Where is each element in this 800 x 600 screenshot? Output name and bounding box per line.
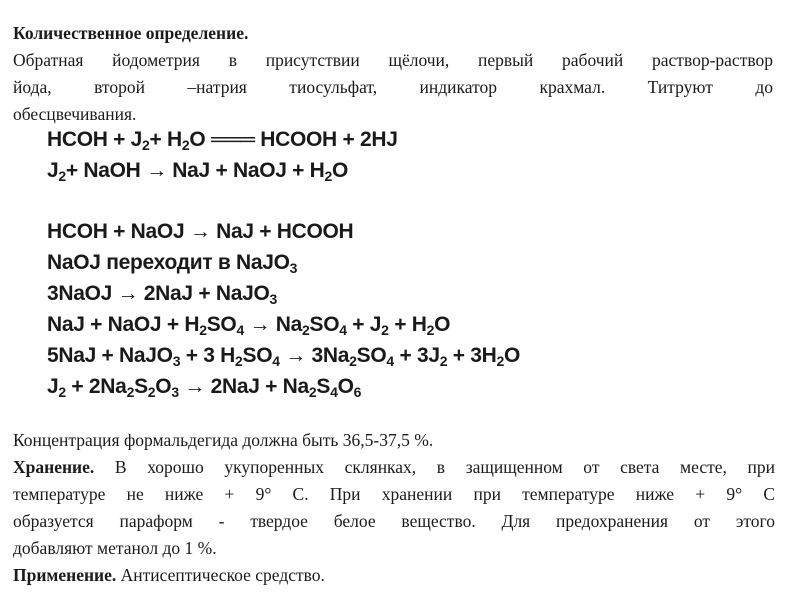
equation: $J_2 + 2Na_2S_2O_3 \to 2NaJ + Na_2S_4O_6$ (47, 375, 362, 400)
method-description (13, 47, 773, 128)
application-label: Применение. (13, 565, 117, 585)
method-line: обесцвечивания. (13, 104, 137, 124)
method-line: Обратная йодометрия в присутствии щёлочи, первый рабочий раствор-раствор (13, 50, 773, 70)
storage-label: Хранение. (13, 457, 95, 477)
equation: NaOJ переходит в NaJO$_3$ (47, 251, 298, 276)
equation: 5NaJ + NaJO$_3$ + 3 $H_2SO_4 \to 3Na_2SO_4 + 3J_2 + 3H_2O$ (47, 344, 521, 369)
storage-line: образуется параформ - твердое белое вещество. Для предохранения от этого (13, 511, 775, 531)
equation: HCOH + NaOJ → NaJ + HCOOH (47, 220, 354, 243)
storage-section (13, 427, 775, 589)
storage-line: температуре не ниже + 9° С. При хранении при температуре ниже + 9° С (13, 484, 775, 504)
equations-block (47, 124, 520, 402)
equation: 3NaOJ → 2NaJ + NaJO$_3$ (47, 282, 278, 307)
equation: HCOH + $J_2+ H_2O$ ═══ HCOOH + 2HJ (47, 128, 398, 153)
storage-line: В хорошо укупоренных склянках, в защищенном от света месте, при (94, 457, 775, 477)
concentration-text: Концентрация формальдегида должна быть 36,5-37,5 %. (13, 430, 434, 450)
equation: NaJ + NaOJ + $H_2SO_4 \to Na_2SO_4 + J_2 + H_2O$ (47, 313, 451, 338)
application-text: Антисептическое средство. (116, 565, 325, 585)
method-line: йода, второй –натрия тиосульфат, индикатор крахмал. Титруют до (13, 77, 773, 97)
equation: $J_2+$ NaOH → NaJ + NaOJ + $H_2O$ (47, 159, 349, 184)
section-heading: Количественное определение. (13, 23, 249, 43)
storage-line: добавляют метанол до 1 %. (13, 538, 217, 558)
